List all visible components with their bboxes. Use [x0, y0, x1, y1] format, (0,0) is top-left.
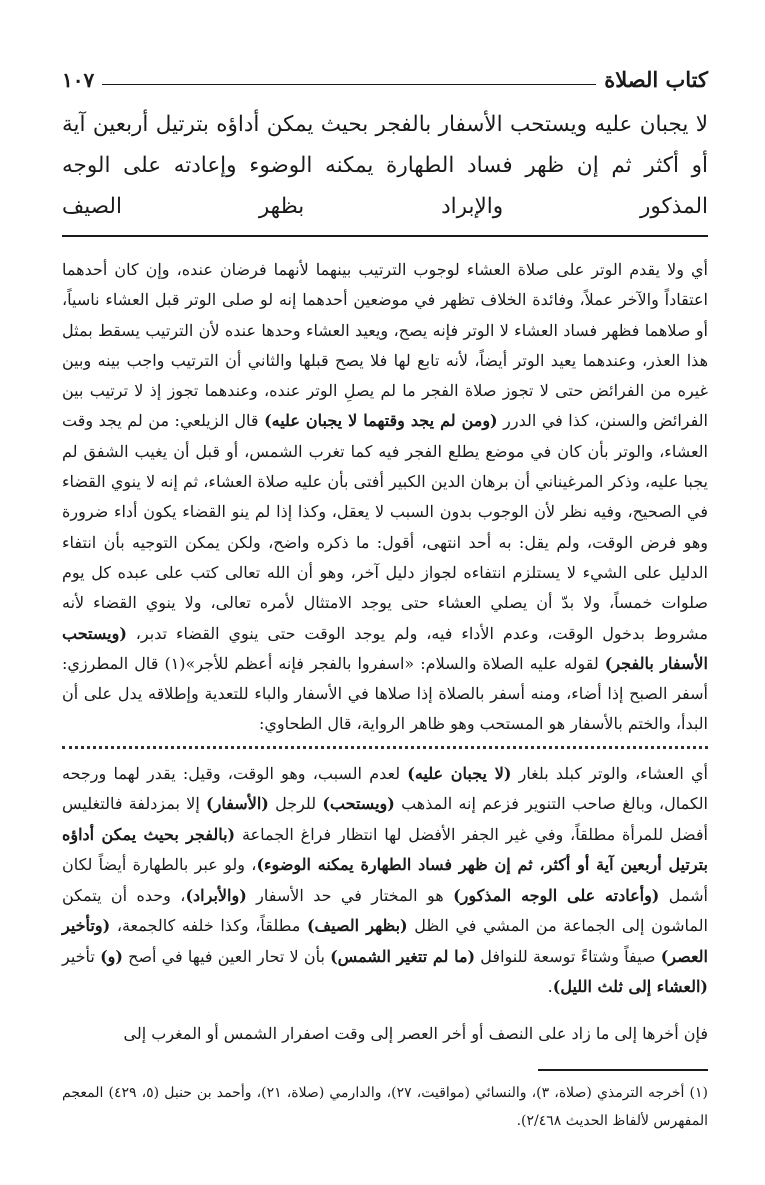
footnote-1: (١) أخرجه الترمذي (صلاة، ٣)، والنسائي (مواقيت، ٢٧)، والدارمي (صلاة، ٢١)، وأحمد بن حنبل (٥، ٤٢٩) المعجم المفهرس لألفاظ الحديث ٢/٤٦٨).	[62, 1084, 708, 1129]
continuation-paragraph: فإن أخرها إلى ما زاد على النصف أو أخر العصر إلى وقت اصفرار الشمس أو المغرب إلى	[123, 1023, 708, 1043]
commentary-first-part2: قال الزيلعي: من لم يجد وقت العشاء، والوتر بأن كان في موضع يطلع الفجر فيه كما تغرب الشمس، أو قبل أن يغيب الشفق لم يجبا عليه، وذكر المرغيناني أن برهان الدين الكبير أفتى بأن عليه صلاة العشاء، ثم إنه لا ينوي القضاء في الصحيح، وفيه نظر لأن الوجوب بدون السبب لا يعقل، وكذا إذا لم ينو القضاء يكون أداء ضرورة وهو فرض الوقت، ولم يقل: به أحد انتهى، أقول: ما ذكره واضح، ولكن يمكن التوجيه بأن انتفاء الدليل على الشيء لا يستلزم انتفاءه لجواز دليل آخر، وهو أن الله تعالى كتب على عبده كل يوم صلوات خمساً، ولا بدّ أن يصلي العشاء حتى يوجد الامتثال لأمره تعالى، ولا ينوي القضاء لأنه مشروط بدخول الوقت، وعدم الأداء فيه، ولم يوجد الوقت حتى ينوي القضاء تدبر،	[62, 411, 709, 643]
quoted-text: (وتأخير العصر)	[62, 916, 708, 966]
running-header	[62, 52, 708, 92]
commentary-second	[62, 759, 708, 1003]
dotted-separator	[62, 746, 708, 749]
quoted-text: (وأعادته على الوجه المذكور)	[453, 885, 660, 905]
segment: ، وحده أن يتمكن الماشون إلى الجماعة من المشي في الظل	[62, 885, 709, 936]
quoted-text: (الأسفار)	[206, 794, 269, 814]
quoted-text: (و)	[100, 946, 123, 966]
segment: للرجل	[268, 794, 323, 814]
commentary-first-part3: لقوله عليه الصلاة والسلام: «اسفروا بالفجر فإنه أعظم للأجر»(١) قال المطرزي: أسفر الصبح إذا أضاء، ومنه أسفر بالصلاة إذا صلاها في الأسفار والباء للتعدية وإطلاقه يدل على أن البدأ، والختم بالأسفار هو المستحب وهو ظاهر الرواية، قال الطحاوي:	[62, 653, 708, 734]
header-rule	[102, 84, 596, 85]
segment: هو المختار في حد الأسفار	[246, 885, 454, 905]
quoted-text: (العشاء إلى ثلث الليل)	[552, 977, 708, 997]
segment: .	[547, 977, 553, 997]
quoted-text: (ويستحب الأسفار بالفجر)	[62, 623, 708, 673]
segment: صيفاً وشتاءً توسعة للنوافل	[475, 946, 661, 966]
quoted-text: (ما لم تتغير الشمس)	[330, 946, 476, 966]
commentary-first	[62, 255, 708, 740]
segment: بأن لا تحار العين فيها في أصح	[122, 946, 331, 966]
quoted-text: (ويستحب)	[322, 794, 395, 814]
segment: تأخير	[62, 946, 101, 966]
page-number: ١٠٧	[62, 68, 95, 92]
segment: إلا بمزدلفة فالتغليس أفضل للمرأة مطلقاً، وفي غير الجفر الأفضل لها انتظار فراغ الجماعة	[62, 794, 708, 844]
segment: لعدم السبب، وهو الوقت، وقيل: يقدر لهما ورجحه الكمال، وبالغ صاحب التنوير فزعم إنه المذهب	[62, 763, 708, 814]
quoted-text: (ومن لم يجد وقتهما لا يجبان عليه)	[264, 411, 498, 431]
segment: مطلقاً، وكذا خلفه كالجمعة،	[110, 916, 307, 936]
segment: أي العشاء، والوتر كبلد بلغار	[511, 763, 708, 783]
quoted-text: (والأبراد)	[185, 885, 247, 905]
book-page	[62, 52, 708, 1135]
quoted-text: (بظهر الصيف)	[306, 916, 408, 936]
quoted-text: (لا يجبان عليه)	[407, 763, 512, 783]
quoted-text: (بالفجر بحيث يمكن أداؤه بترتيل أربعين آية أو أكثر، ثم إن ظهر فساد الطهارة يمكنه الوضوء)	[62, 824, 708, 875]
chapter-title: كتاب الصلاة	[604, 67, 708, 92]
main-text: لا يجبان عليه ويستحب الأسفار بالفجر بحيث يمكن أداؤه بترتيل أربعين آية أو أكثر ثم إن ظهر فساد الطهارة يمكنه الوضوء وإعادته على الوجه المذكور والإبراد بظهر الصيف	[62, 104, 708, 237]
commentary-first-part1: أي ولا يقدم الوتر على صلاة العشاء لوجوب الترتيب بينهما لأنهما فرضان عنده، وإن كان أحدهما اعتقاداً والآخر عملاً، وفائدة الخلاف تظهر في موضعين أحدهما إنه لو صلى الوتر قبل العشاء ناسياً، أو صلاهما فظهر فساد العشاء لا الوتر فإنه يصح، ويعيد العشاء وحدها عنده لأن الترتيب يسقط بمثل هذا العذر، وعندهما يعيد الوتر أيضاً، لأنه تابع لها فلا يصح قبلها والثاني أن الترتيب واجب بينه وبين غيره من الفرائض حتى لا تجوز صلاة الفجر ما لم يصلِ الوتر عنده، وعندهما تجوز إذ لا ترتيب بين الفرائض والسنن، كذا في الدرر	[62, 260, 709, 431]
footnote-rule	[538, 1069, 708, 1071]
segment: ، ولو عبر بالطهارة أيضاً لكان أشمل	[62, 855, 708, 905]
footnotes	[62, 1079, 708, 1135]
